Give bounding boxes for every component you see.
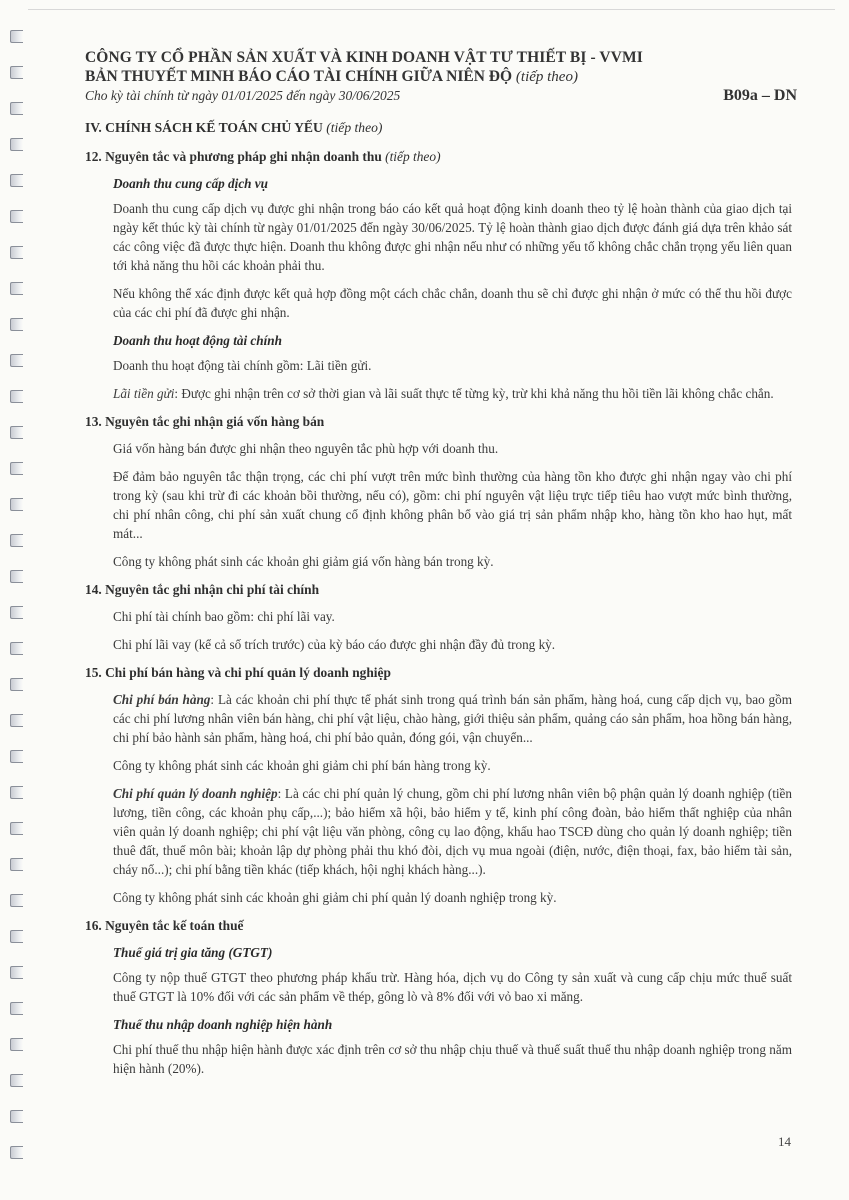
binding-hole: [10, 318, 23, 331]
binding-hole: [10, 282, 23, 295]
paragraph: Chi phí tài chính bao gồm: chi phí lãi vay.: [113, 609, 335, 624]
binding-hole: [10, 138, 23, 151]
paragraph-text: : Là các chi phí quản lý chung, gồm chi phí lương nhân viên bộ phận quản lý doanh nghiệp (tiền lương, tiền công, các khoản phụ cấp,...); bảo hiểm xã hội, bảo hiểm y tế, kinh phí công đoàn, bảo hiểm thất nghiệp của nhân viên quản lý doanh nghiệp; chi phí vật liệu văn phòng, công cụ lao động, khấu hao TSCĐ dùng cho quản lý doanh nghiệp; tiền thuê đất, thuế môn bài; khoản lập dự phòng phải thu khó đòi, dịch vụ mua ngoài (điện, nước, điện thoại, fax, bảo hiểm tài sản, cháy nổ...); chi phí bằng tiền khác (tiếp khách, hội nghị khách hàng...).: [113, 786, 792, 877]
page-header: [85, 48, 797, 107]
heading-14: 14. Nguyên tắc ghi nhận chi phí tài chính: [85, 582, 320, 597]
binding-hole: [10, 534, 23, 547]
binding-hole: [10, 714, 23, 727]
document-body: [85, 118, 792, 1087]
paragraph: Nếu không thể xác định được kết quả hợp đồng một cách chắc chắn, doanh thu sẽ chỉ được ghi nhận ở mức có thể thu hồi được của các chi phí đã được ghi nhận.: [113, 286, 792, 320]
paragraph-lead: Chi phí bán hàng: [113, 692, 211, 707]
binding-hole: [10, 642, 23, 655]
paragraph: Công ty không phát sinh các khoản ghi giảm chi phí quản lý doanh nghiệp trong kỳ.: [113, 890, 557, 905]
binding-hole: [10, 822, 23, 835]
binding-hole: [10, 930, 23, 943]
binding-hole: [10, 1074, 23, 1087]
section-title-suffix: (tiếp theo): [326, 120, 383, 135]
paragraph-text: : Là các khoản chi phí thực tế phát sinh trong quá trình bán sản phẩm, hàng hoá, cung cấp dịch vụ, bao gồm các chi phí lương nhân viên bán hàng, chi phí vật liệu, chào hàng, giới thiệu sản phẩm, quảng cáo sản phẩm, hoa hồng bán hàng, chi phí bảo hành sản phẩm, hàng hoá, chi phí bảo quản, đóng gói, vận chuyển...: [113, 692, 792, 745]
binding-hole: [10, 606, 23, 619]
binding-hole: [10, 966, 23, 979]
heading-12-suffix: (tiếp theo): [385, 149, 441, 164]
heading-16: 16. Nguyên tắc kế toán thuế: [85, 918, 244, 933]
paragraph-lead: Chi phí quản lý doanh nghiệp: [113, 786, 278, 801]
binding-hole: [10, 894, 23, 907]
paragraph-lead: Lãi tiền gửi: [113, 386, 175, 401]
paragraph: Công ty không phát sinh các khoản ghi giảm giá vốn hàng bán trong kỳ.: [113, 554, 494, 569]
binding-hole: [10, 390, 23, 403]
subheading-service-revenue: Doanh thu cung cấp dịch vụ: [113, 176, 268, 191]
subheading-vat: Thuế giá trị gia tăng (GTGT): [113, 945, 273, 960]
section-title: [85, 118, 792, 137]
top-rule: [28, 9, 835, 10]
paragraph: [113, 784, 792, 879]
binding-hole: [10, 1146, 23, 1159]
report-title-suffix: (tiếp theo): [515, 69, 578, 85]
paragraph: Chi phí lãi vay (kể cả số trích trước) của kỳ báo cáo được ghi nhận đầy đủ trong kỳ.: [113, 637, 556, 652]
paragraph: [113, 384, 792, 403]
binding-hole: [10, 678, 23, 691]
heading-15: 15. Chi phí bán hàng và chi phí quản lý doanh nghiệp: [85, 665, 391, 680]
binding-hole: [10, 462, 23, 475]
binding-hole: [10, 354, 23, 367]
binding-hole: [10, 210, 23, 223]
paragraph: Doanh thu hoạt động tài chính gồm: Lãi tiền gửi.: [113, 358, 372, 373]
binding-hole: [10, 1110, 23, 1123]
period-row: [85, 87, 797, 107]
heading-12: [85, 147, 792, 166]
report-title-text: BẢN THUYẾT MINH BÁO CÁO TÀI CHÍNH GIỮA NIÊN ĐỘ: [85, 68, 513, 85]
paragraph: [113, 690, 792, 747]
binding-hole: [10, 426, 23, 439]
form-code: B09a – DN: [723, 87, 797, 104]
binding-hole: [10, 858, 23, 871]
subheading-financial-revenue: Doanh thu hoạt động tài chính: [113, 333, 282, 348]
binding-hole: [10, 66, 23, 79]
paragraph: Để đảm bảo nguyên tắc thận trọng, các chi phí vượt trên mức bình thường của hàng tồn kho được ghi nhận ngay vào chi phí trong kỳ (sau khi trừ đi các khoản bồi thường, nếu có), gồm: chi phí nguyên vật liệu trực tiếp tiêu hao vượt mức bình thường, chi phí nhân công, chi phí sản xuất chung cố định không phân bổ vào giá trị sản phẩm nhập kho, hàng tồn kho hao hụt, mất mát...: [113, 469, 792, 541]
report-title: [85, 67, 797, 87]
paragraph-text: : Được ghi nhận trên cơ sở thời gian và lãi suất thực tế từng kỳ, trừ khi khả năng thu hồi tiền lãi không chắc chắn.: [174, 386, 774, 401]
binding-hole: [10, 498, 23, 511]
binding-hole: [10, 786, 23, 799]
binding-hole: [10, 30, 23, 43]
reporting-period: Cho kỳ tài chính từ ngày 01/01/2025 đến ngày 30/06/2025: [85, 88, 401, 103]
paragraph: Chi phí thuế thu nhập hiện hành được xác định trên cơ sở thu nhập chịu thuế và thuế suất thuế thu nhập doanh nghiệp trong năm hiện hành (20%).: [113, 1042, 792, 1076]
company-name: CÔNG TY CỔ PHẦN SẢN XUẤT VÀ KINH DOANH VẬT TƯ THIẾT BỊ - VVMI: [85, 49, 643, 66]
paragraph: Giá vốn hàng bán được ghi nhận theo nguyên tắc phù hợp với doanh thu.: [113, 441, 499, 456]
binding-hole: [10, 1002, 23, 1015]
binding-hole: [10, 102, 23, 115]
paragraph: Công ty nộp thuế GTGT theo phương pháp khấu trừ. Hàng hóa, dịch vụ do Công ty sản xuất và cung cấp chịu mức thuế suất thuế GTGT là 10% đối với các sản phẩm về thép, gông lò và 8% đối với vỏ bao xi măng.: [113, 970, 792, 1004]
binding-hole: [10, 246, 23, 259]
binding-holes: [6, 20, 28, 1180]
heading-13: 13. Nguyên tắc ghi nhận giá vốn hàng bán: [85, 414, 325, 429]
section-title-text: IV. CHÍNH SÁCH KẾ TOÁN CHỦ YẾU: [85, 120, 323, 135]
binding-hole: [10, 1038, 23, 1051]
binding-hole: [10, 750, 23, 763]
binding-hole: [10, 570, 23, 583]
paragraph: Công ty không phát sinh các khoản ghi giảm chi phí bán hàng trong kỳ.: [113, 758, 491, 773]
page-number: 14: [778, 1134, 791, 1149]
binding-hole: [10, 174, 23, 187]
paragraph: Doanh thu cung cấp dịch vụ được ghi nhận trong báo cáo kết quả hoạt động kinh doanh theo tỷ lệ hoàn thành của giao dịch tại ngày kết thúc kỳ tài chính từ ngày 01/01/2025 đến ngày 30/06/2025. Tỷ lệ hoàn thành giao dịch được đánh giá dựa trên khảo sát các công việc đã được thực hiện. Doanh thu không được ghi nhận nếu như có những yếu tố không chắc chắn trọng yếu liên quan tới khả năng thu hồi các khoản phải thu.: [113, 201, 792, 273]
heading-12-text: 12. Nguyên tắc và phương pháp ghi nhận doanh thu: [85, 149, 382, 164]
subheading-cit: Thuế thu nhập doanh nghiệp hiện hành: [113, 1017, 333, 1032]
